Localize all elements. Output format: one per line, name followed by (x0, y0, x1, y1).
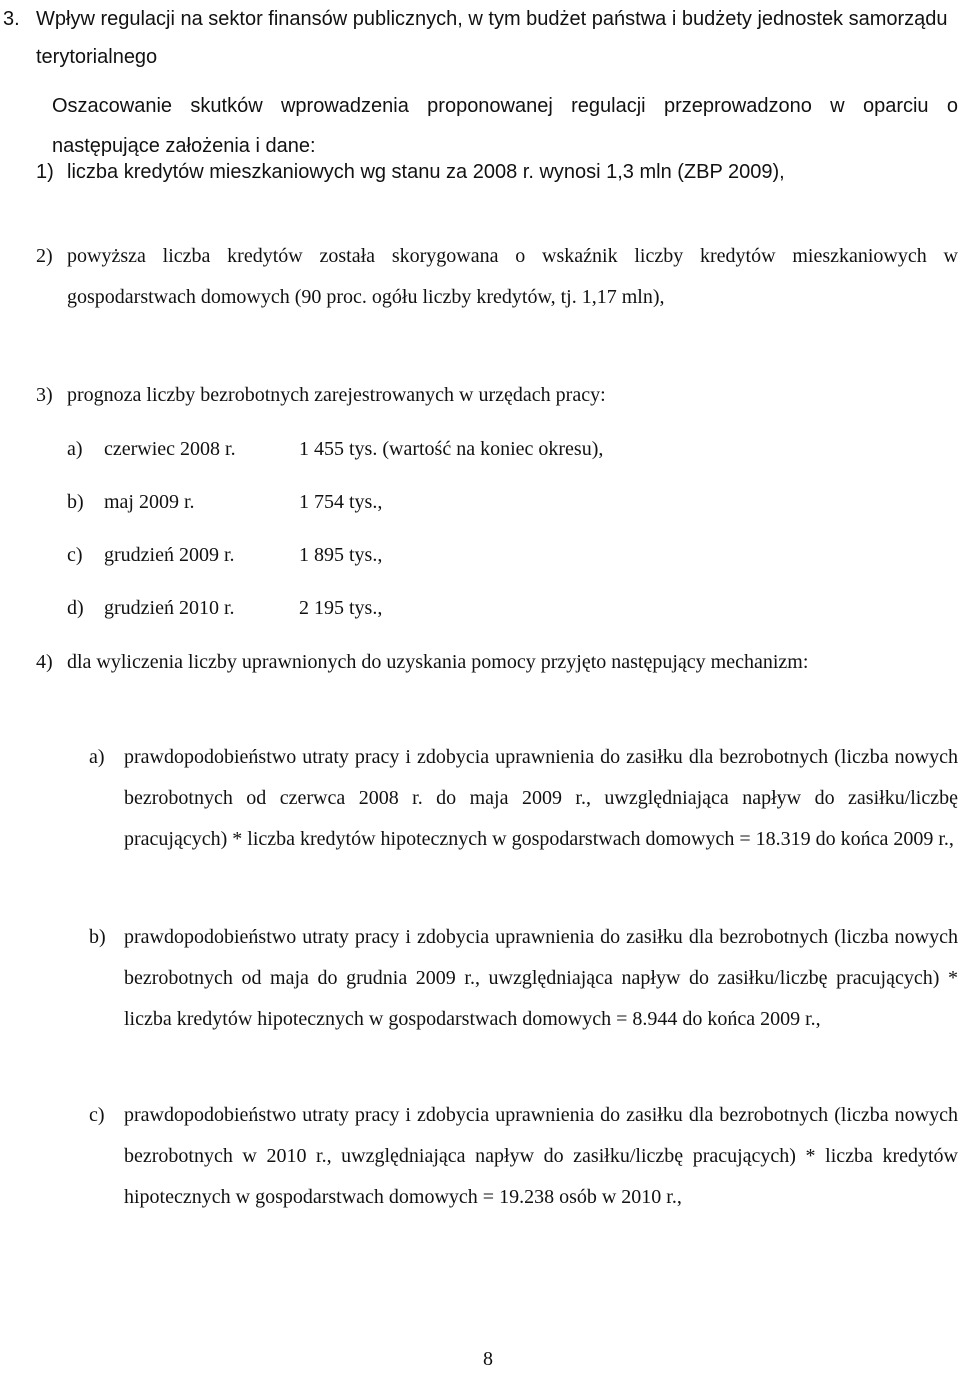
mechanism-text: prawdopodobieństwo utraty pracy i zdobycia uprawnienia do zasiłku dla bezrobotnych (liczba nowych bezrobotnych od czerwca 2008 r. do maja 2009 r., uwzględniająca napływ do zasiłku/liczbę pracujących) * liczba kredytów hipotecznych w gospodarstwach domowych = 18.319 do końca 2009 r., (124, 746, 958, 850)
forecast-value: 1 455 tys. (wartość na koniec okresu), (299, 438, 604, 460)
section-title: Wpływ regulacji na sektor finansów publicznych, w tym budżet państwa i budżety jednostek samorządu terytorialnego (36, 8, 948, 68)
forecast-period: grudzień 2009 r. (104, 544, 235, 566)
list-item-text: liczba kredytów mieszkaniowych wg stanu za 2008 r. wynosi 1,3 mln (ZBP 2009), (67, 161, 785, 183)
forecast-value: 2 195 tys., (299, 597, 383, 619)
forecast-period: czerwiec 2008 r. (104, 438, 236, 460)
intro-paragraph: Oszacowanie skutków wprowadzenia proponowanej regulacji przeprowadzono w oparciu o następujące założenia i dane: (52, 95, 958, 157)
sub-marker: c) (89, 1104, 105, 1126)
sub-marker: d) (67, 597, 84, 619)
forecast-value: 1 895 tys., (299, 544, 383, 566)
section-number: 3. (3, 8, 20, 30)
forecast-period: maj 2009 r. (104, 491, 195, 513)
forecast-value: 1 754 tys., (299, 491, 383, 513)
sub-marker: c) (67, 544, 83, 566)
list-marker: 4) (36, 651, 53, 673)
sub-marker: b) (67, 491, 84, 513)
sub-marker: b) (89, 926, 106, 948)
list-item-text: powyższa liczba kredytów została skorygowana o wskaźnik liczby kredytów mieszkaniowych w gospodarstwach domowych (90 proc. ogółu liczby kredytów, tj. 1,17 mln), (67, 245, 958, 308)
sub-marker: a) (89, 746, 105, 768)
list-marker: 3) (36, 384, 53, 406)
mechanism-text: prawdopodobieństwo utraty pracy i zdobycia uprawnienia do zasiłku dla bezrobotnych (liczba nowych bezrobotnych od maja do grudnia 2009 r., uwzględniająca napływ do zasiłku/liczbę pracujących) * liczba kredytów hipotecznych w gospodarstwach domowych = 8.944 do końca 2009 r., (124, 926, 958, 1030)
list-marker: 1) (36, 161, 54, 183)
forecast-period: grudzień 2010 r. (104, 597, 235, 619)
list-item-text: dla wyliczenia liczby uprawnionych do uzyskania pomocy przyjęto następujący mechanizm: (67, 651, 809, 673)
sub-marker: a) (67, 438, 83, 460)
mechanism-text: prawdopodobieństwo utraty pracy i zdobycia uprawnienia do zasiłku dla bezrobotnych (liczba nowych bezrobotnych w 2010 r., uwzględniająca napływ do zasiłku/liczbę pracujących) * liczba kredytów hipotecznych w gospodarstwach domowych = 19.238 osób w 2010 r., (124, 1104, 958, 1208)
list-marker: 2) (36, 245, 53, 267)
list-item-text: prognoza liczby bezrobotnych zarejestrowanych w urzędach pracy: (67, 384, 606, 406)
page-number: 8 (483, 1348, 493, 1370)
